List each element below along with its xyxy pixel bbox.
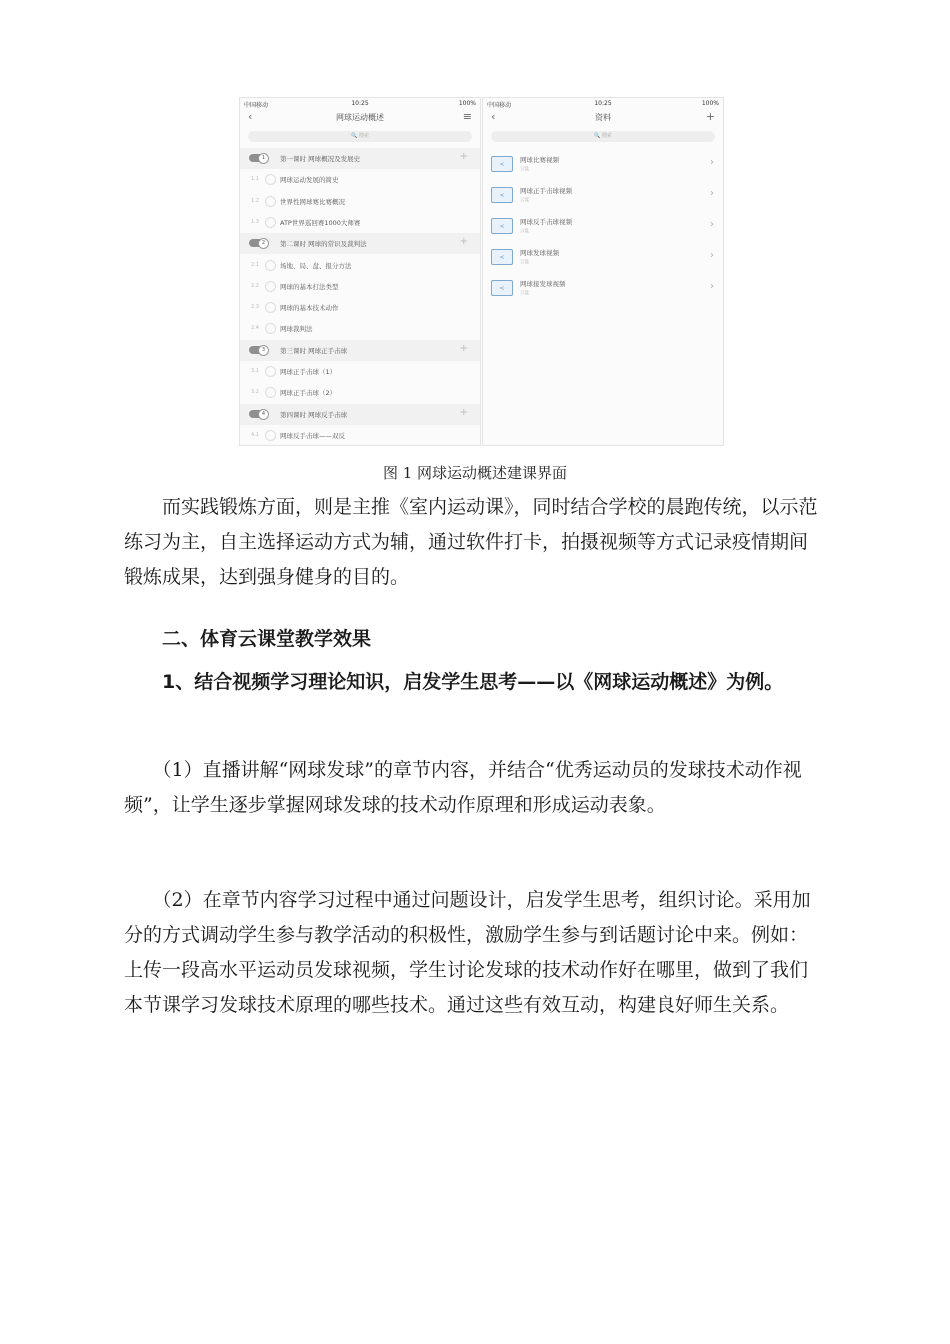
lesson-title: 网球正手击球（2） bbox=[280, 389, 337, 398]
lesson-title: 网球的基本技术动作 bbox=[280, 304, 339, 313]
lesson-index: 2.4 bbox=[251, 325, 259, 332]
lesson-row[interactable] bbox=[240, 191, 480, 212]
chapter-toggle[interactable] bbox=[249, 410, 265, 418]
shared-folder-icon: < bbox=[491, 280, 513, 296]
file-row[interactable] bbox=[483, 212, 723, 242]
circle-icon bbox=[265, 281, 276, 292]
chapter-title: 第三课时 网球正手击球 bbox=[280, 346, 348, 355]
section-heading: 二、体育云课堂教学效果 bbox=[124, 628, 372, 650]
lesson-index: 2.3 bbox=[251, 304, 259, 311]
chapter-title: 第四课时 网球反手击球 bbox=[280, 410, 348, 419]
file-row[interactable] bbox=[483, 150, 723, 180]
chapter-row[interactable] bbox=[240, 233, 480, 254]
search-input[interactable]: 🔍 搜索 bbox=[248, 131, 472, 142]
lesson-index: 1.2 bbox=[251, 197, 259, 204]
shared-folder-icon: < bbox=[491, 218, 513, 234]
search-placeholder: 搜索 bbox=[601, 133, 612, 139]
file-name: 网球反手击球视频 bbox=[520, 218, 572, 226]
add-icon[interactable]: + bbox=[459, 236, 468, 248]
paragraph-item-1: （1）直播讲解“网球发球”的章节内容，并结合“优秀运动员的发球技术动作视频”，让学生逐步掌握网球发球的技术动作原理和形成运动表象。 bbox=[124, 759, 802, 816]
chapter-row[interactable] bbox=[240, 148, 480, 169]
lesson-title: 网球正手击球（1） bbox=[280, 368, 337, 376]
circle-icon bbox=[265, 174, 276, 185]
lesson-index: 4.1 bbox=[251, 431, 259, 438]
circle-icon bbox=[265, 260, 276, 271]
paragraph-practice: 而实践锻炼方面，则是主推《室内运动课》，同时结合学校的晨跑传统，以示范练习为主，自主选择运动方式为辅，通过软件打卡，拍摄视频等方式记录疫情期间锻炼成果，达到强身健身的目的。 bbox=[124, 496, 818, 588]
file-location: 云盘 bbox=[520, 291, 529, 296]
nav-bar bbox=[483, 110, 723, 126]
lesson-index: 2.2 bbox=[251, 282, 259, 289]
lesson-index: 3.1 bbox=[251, 368, 259, 374]
search-placeholder: 搜索 bbox=[358, 133, 369, 139]
lesson-index: 2.1 bbox=[251, 261, 259, 268]
file-location: 云盘 bbox=[520, 229, 529, 234]
figure-caption: 图 1 网球运动概述建课界面 bbox=[382, 464, 568, 482]
add-icon[interactable]: + bbox=[459, 342, 468, 354]
lesson-index: 1.1 bbox=[251, 176, 259, 183]
status-time: 10:25 bbox=[351, 100, 369, 107]
status-time: 10:25 bbox=[594, 100, 612, 107]
lesson-row[interactable] bbox=[240, 361, 480, 382]
paragraph-item-2: （2）在章节内容学习过程中通过问题设计，启发学生思考，组织讨论。采用加分的方式调动学生参与教学活动的积极性，激励学生参与到话题讨论中来。例如：上传一段高水平运动员发球视频，学生讨论发球的技术动作好在哪里，做到了我们本节课学习发球技术原理的哪些技术。通过这些有效互动，构建良好师生关系。 bbox=[124, 889, 811, 1016]
subsection-heading: 1、结合视频学习理论知识，启发学生思考——以《网球运动概述》为例。 bbox=[124, 671, 784, 693]
shared-folder-icon: < bbox=[491, 187, 513, 203]
file-row[interactable] bbox=[483, 274, 723, 304]
chevron-right-icon: › bbox=[710, 157, 714, 168]
file-name: 网球接发球视频 bbox=[520, 280, 566, 288]
chapter-number: 4 bbox=[258, 409, 269, 420]
chapter-toggle[interactable] bbox=[249, 346, 265, 354]
chapter-toggle[interactable] bbox=[249, 239, 265, 247]
lesson-title: 网球运动发展的简史 bbox=[280, 176, 339, 185]
status-carrier: 中国移动 bbox=[244, 102, 269, 109]
search-input[interactable]: 🔍 搜索 bbox=[491, 131, 715, 142]
chapter-number: 1 bbox=[258, 153, 269, 164]
status-bar bbox=[244, 100, 476, 110]
chapter-title: 第二课时 网球的常识及裁判法 bbox=[280, 240, 367, 249]
file-name: 网球比赛视频 bbox=[520, 156, 559, 164]
file-location: 云盘 bbox=[520, 198, 529, 203]
lesson-title: ATP世界巡回赛1000大师赛 bbox=[280, 218, 361, 227]
chevron-right-icon: › bbox=[710, 219, 714, 230]
lesson-title: 网球的基本打法类型 bbox=[280, 282, 339, 291]
add-icon[interactable]: + bbox=[459, 151, 468, 162]
lesson-title: 网球裁判法 bbox=[280, 325, 313, 334]
chapter-title: 第一课时 网球概况及发展史 bbox=[280, 155, 361, 163]
lesson-row[interactable] bbox=[240, 212, 480, 233]
menu-icon[interactable]: ≡ bbox=[462, 110, 472, 123]
lesson-row[interactable] bbox=[240, 382, 480, 403]
chapter-row[interactable] bbox=[240, 340, 480, 361]
lesson-row[interactable] bbox=[240, 318, 480, 339]
lesson-index: 1.3 bbox=[251, 218, 259, 225]
chapter-row[interactable] bbox=[240, 404, 480, 425]
back-icon[interactable]: ‹ bbox=[248, 110, 253, 123]
lesson-index: 3.2 bbox=[251, 389, 259, 396]
chapter-toggle[interactable] bbox=[249, 154, 265, 162]
lesson-row[interactable] bbox=[240, 255, 480, 276]
chapter-number: 3 bbox=[258, 345, 269, 356]
course-outline-screen bbox=[239, 97, 481, 446]
screen-title: 资料 bbox=[595, 113, 611, 122]
status-battery: 100% bbox=[701, 100, 719, 107]
shared-folder-icon: < bbox=[491, 249, 513, 265]
figure-screenshots bbox=[239, 97, 724, 446]
shared-folder-icon: < bbox=[491, 156, 513, 172]
screen-title: 网球运动概述 bbox=[336, 113, 384, 122]
chevron-right-icon: › bbox=[710, 250, 714, 261]
add-icon[interactable]: + bbox=[459, 406, 468, 418]
chevron-right-icon: › bbox=[710, 188, 714, 199]
add-icon[interactable]: + bbox=[705, 110, 715, 123]
status-carrier: 中国移动 bbox=[487, 102, 512, 109]
status-battery: 100% bbox=[458, 100, 476, 107]
back-icon[interactable]: ‹ bbox=[491, 110, 496, 123]
circle-icon bbox=[265, 302, 276, 313]
materials-screen bbox=[482, 97, 724, 446]
circle-icon bbox=[265, 217, 276, 228]
lesson-title: 世界性网球赛比赛概况 bbox=[280, 197, 345, 206]
chevron-right-icon: › bbox=[710, 281, 714, 292]
circle-icon bbox=[265, 366, 276, 377]
lesson-row[interactable] bbox=[240, 425, 480, 446]
circle-icon bbox=[265, 323, 276, 334]
file-name: 网球发球视频 bbox=[520, 249, 559, 257]
file-name: 网球正手击球视频 bbox=[520, 187, 572, 195]
nav-bar bbox=[240, 110, 480, 126]
lesson-row[interactable] bbox=[240, 276, 480, 297]
circle-icon bbox=[265, 430, 276, 441]
file-row[interactable] bbox=[483, 181, 723, 211]
circle-icon bbox=[265, 387, 276, 398]
chapter-number: 2 bbox=[258, 238, 269, 249]
file-location: 云盘 bbox=[520, 167, 529, 172]
file-location: 云盘 bbox=[520, 260, 529, 265]
status-bar bbox=[487, 100, 719, 110]
lesson-row[interactable] bbox=[240, 297, 480, 318]
file-row[interactable] bbox=[483, 243, 723, 273]
circle-icon bbox=[265, 196, 276, 207]
lesson-title: 场地、局、盘、报分方法 bbox=[280, 261, 352, 270]
lesson-title: 网球反手击球——双反 bbox=[280, 431, 345, 440]
lesson-row[interactable] bbox=[240, 169, 480, 190]
